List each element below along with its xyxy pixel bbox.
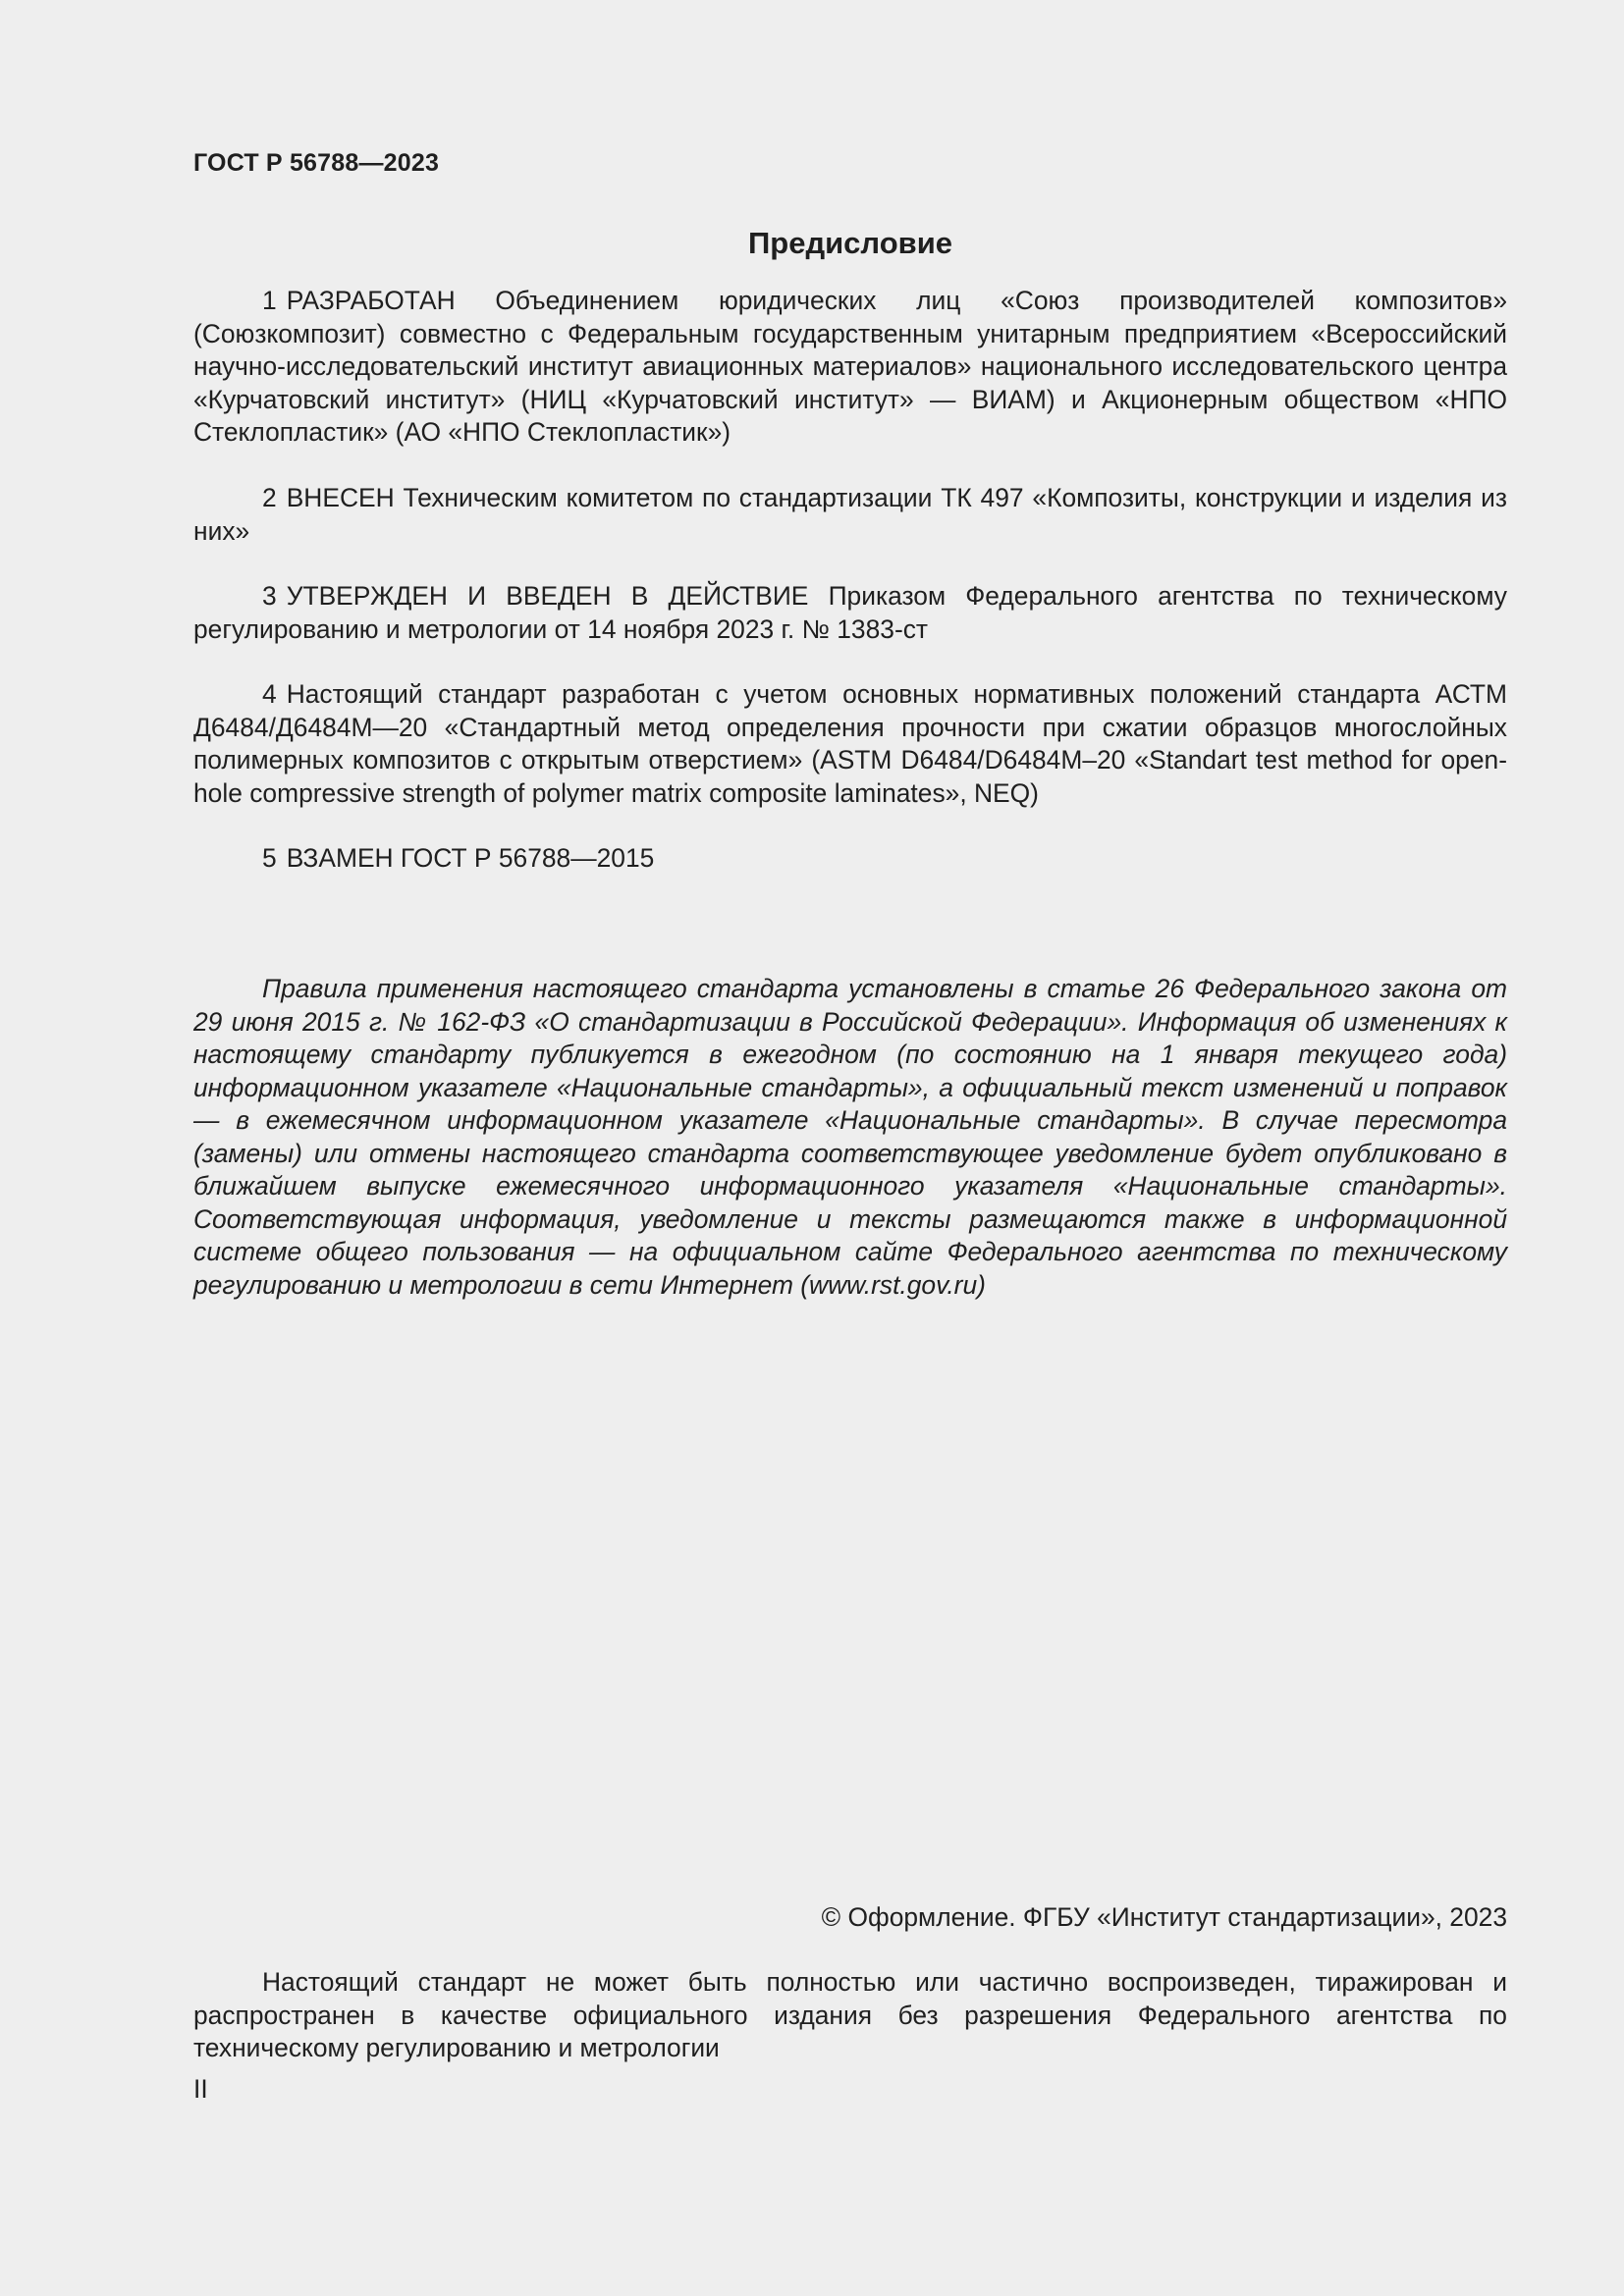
item-text: РАЗРАБОТАН Объединением юридических лиц «Союз производителей композитов» (Союзкомпозит) совместно с Федеральным государственным унитарным предприятием «Всероссийский научно-исследовательский институт авиационных материалов» национального исследовательского центра «Курчатовский институт» (НИЦ «Курчатовский институт» — ВИАМ) и Акционерным обществом «НПО Стеклопластик» (АО «НПО Стеклопластик») [193, 286, 1507, 447]
copyright-line: © Оформление. ФГБУ «Институт стандартизации», 2023 [821, 1902, 1507, 1932]
item-text: ВЗАМЕН ГОСТ Р 56788—2015 [286, 843, 655, 873]
item-number: 2 [262, 483, 277, 512]
item-number: 5 [262, 843, 277, 873]
reproduction-notice: Настоящий стандарт не может быть полностью или частично воспроизведен, тиражирован и распространен в качестве официального издания без разрешения Федерального агентства по техническому регулированию и метрологии [193, 1967, 1507, 2062]
item-text: ВНЕСЕН Техническим комитетом по стандартизации ТК 497 «Композиты, конструкции и изделия из них» [193, 483, 1507, 546]
foreword-item-1 [193, 285, 1507, 450]
item-text: УТВЕРЖДЕН И ВВЕДЕН В ДЕЙСТВИЕ Приказом Федерального агентства по техническому регулированию и метрологии от 14 ноября 2023 г. № 1383-ст [193, 581, 1507, 644]
foreword-item-3 [193, 580, 1507, 646]
item-number: 4 [262, 679, 277, 709]
page-number: II [193, 2074, 208, 2104]
standard-code: ГОСТ Р 56788—2023 [193, 149, 440, 177]
page-title: Предисловие [747, 226, 952, 260]
foreword-item-5 [193, 842, 1507, 876]
application-rules-paragraph: Правила применения настоящего стандарта установлены в статье 26 Федерального закона от 29 июня 2015 г. № 162-ФЗ «О стандартизации в Российской Федерации». Информация об изменениях к настоящему стандарту публикуется в ежегодном (по состоянию на 1 января текущего года) информационном указателе «Национальные стандарты», а официальный текст изменений и поправок — в ежемесячном информационном указателе «Национальные стандарты». В случае пересмотра (замены) или отмены настоящего стандарта соответствующее уведомление будет опубликовано в ближайшем выпуске ежемесячного информационного указателя «Национальные стандарты». Соответствующая информация, уведомление и тексты размещаются также в информационной системе общего пользования — на официальном сайте Федерального агентства по техническому регулированию и метрологии в сети Интернет (www.rst.gov.ru) [193, 974, 1507, 1300]
item-number: 1 [262, 286, 277, 315]
foreword-item-4 [193, 678, 1507, 810]
foreword-item-2 [193, 482, 1507, 548]
item-text: Настоящий стандарт разработан с учетом основных нормативных положений стандарта АСТМ Д6484/Д6484М—20 «Стандартный метод определения прочности при сжатии образцов многослойных полимерных композитов с открытым отверстием» (ASTM D6484/D6484M–20 «Standart test method for open-hole compressive strength of polymer matrix composite laminates», NEQ) [193, 679, 1507, 808]
item-number: 3 [262, 581, 277, 611]
